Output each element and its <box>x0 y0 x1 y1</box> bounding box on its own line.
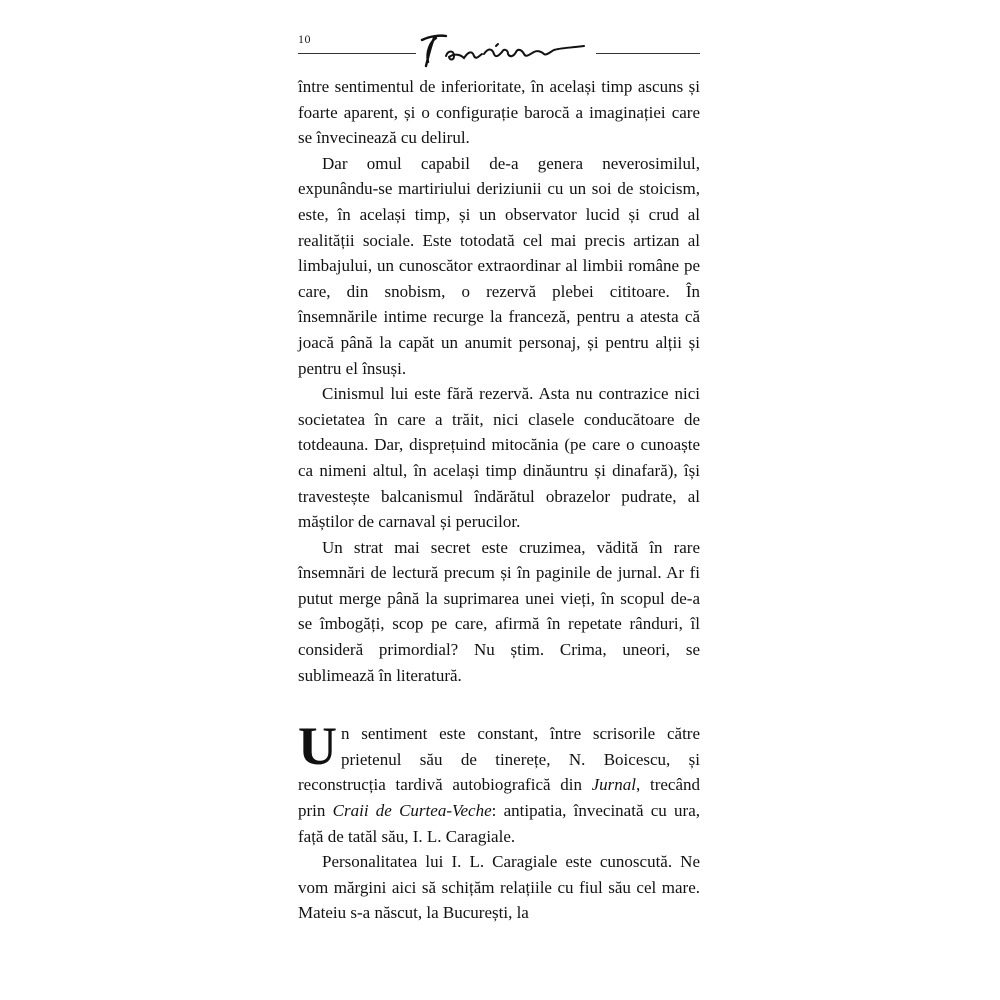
page-number: 10 <box>298 32 311 46</box>
section-opening-paragraph <box>298 716 700 849</box>
paragraph-1: între sentimentul de inferioritate, în același timp ascuns și foarte aparent, și o configurație barocă a imaginației care se învecinează cu delirul. <box>298 77 700 148</box>
section-text-part-1: n sentiment este constant, între scrisorile către prietenul său de tinerețe, N. Boicescu, și reconstrucția tardivă autobiografică din <box>298 724 700 795</box>
book-page <box>288 22 708 1000</box>
paragraph-4: Un strat mai secret este cruzimea, vădită în rare însemnări de lectură precum și în paginile de jurnal. Ar fi putut merge până la suprimarea unei vieți, în scopul de-a se îmbogăți, scop pe care, afirmă în repetate rânduri, îl consideră primordial? Nu știm. Crima, uneori, se sublimează în literatură. <box>298 537 700 685</box>
section-break <box>298 688 700 721</box>
paragraph-2: Dar omul capabil de-a genera neverosimilul, expunându-se martiriului deriziunii cu un soi de stoicism, este, în același timp, și un observator lucid și crud al realității sociale. Este totodată cel mai precis artizan al limbajului, un cunoscător extraordinar al limbii române pe care, din snobism, o rezervă plebei cititoare. În însemnările intime recurge la franceză, pentru a atesta că joacă până la capăt un anumit personaj, și pentru alții și pentru el însuși. <box>298 153 700 378</box>
title-craii-de-curtea-veche: Craii de Curtea-Veche <box>332 801 492 821</box>
paragraph-3: Cinismul lui este fără rezervă. Asta nu contrazice nici societatea în care a trăit, nici clasele conducătoare de totdeauna. Dar, disprețuind mitocănia (pe care o cunoaște ca nimeni altul, în același timp dinăuntru și dinafară), își travestește balcanismul îndărătul obrazelor pudrate, al măștilor de carnaval și perucilor. <box>298 384 700 532</box>
section-text-part-3: : antipatia, învecinată cu ura, față de tatăl său, I. L. Caragiale. <box>298 801 700 846</box>
header-rule-right <box>596 53 700 54</box>
section-text-part-2: , trecând prin <box>298 775 700 821</box>
drop-cap: U <box>298 716 337 777</box>
title-jurnal: Jurnal <box>591 775 637 795</box>
body-text <box>298 74 700 926</box>
paragraph-personalitatea: Personalitatea lui I. L. Caragiale este cunoscută. Ne vom mărgini aici să schițăm relațiile cu fiul său cel mare. Mateiu s-a născut, la București, la <box>298 852 700 923</box>
signature-icon <box>416 26 594 74</box>
page-header <box>288 22 708 80</box>
header-rule-left <box>298 53 416 54</box>
